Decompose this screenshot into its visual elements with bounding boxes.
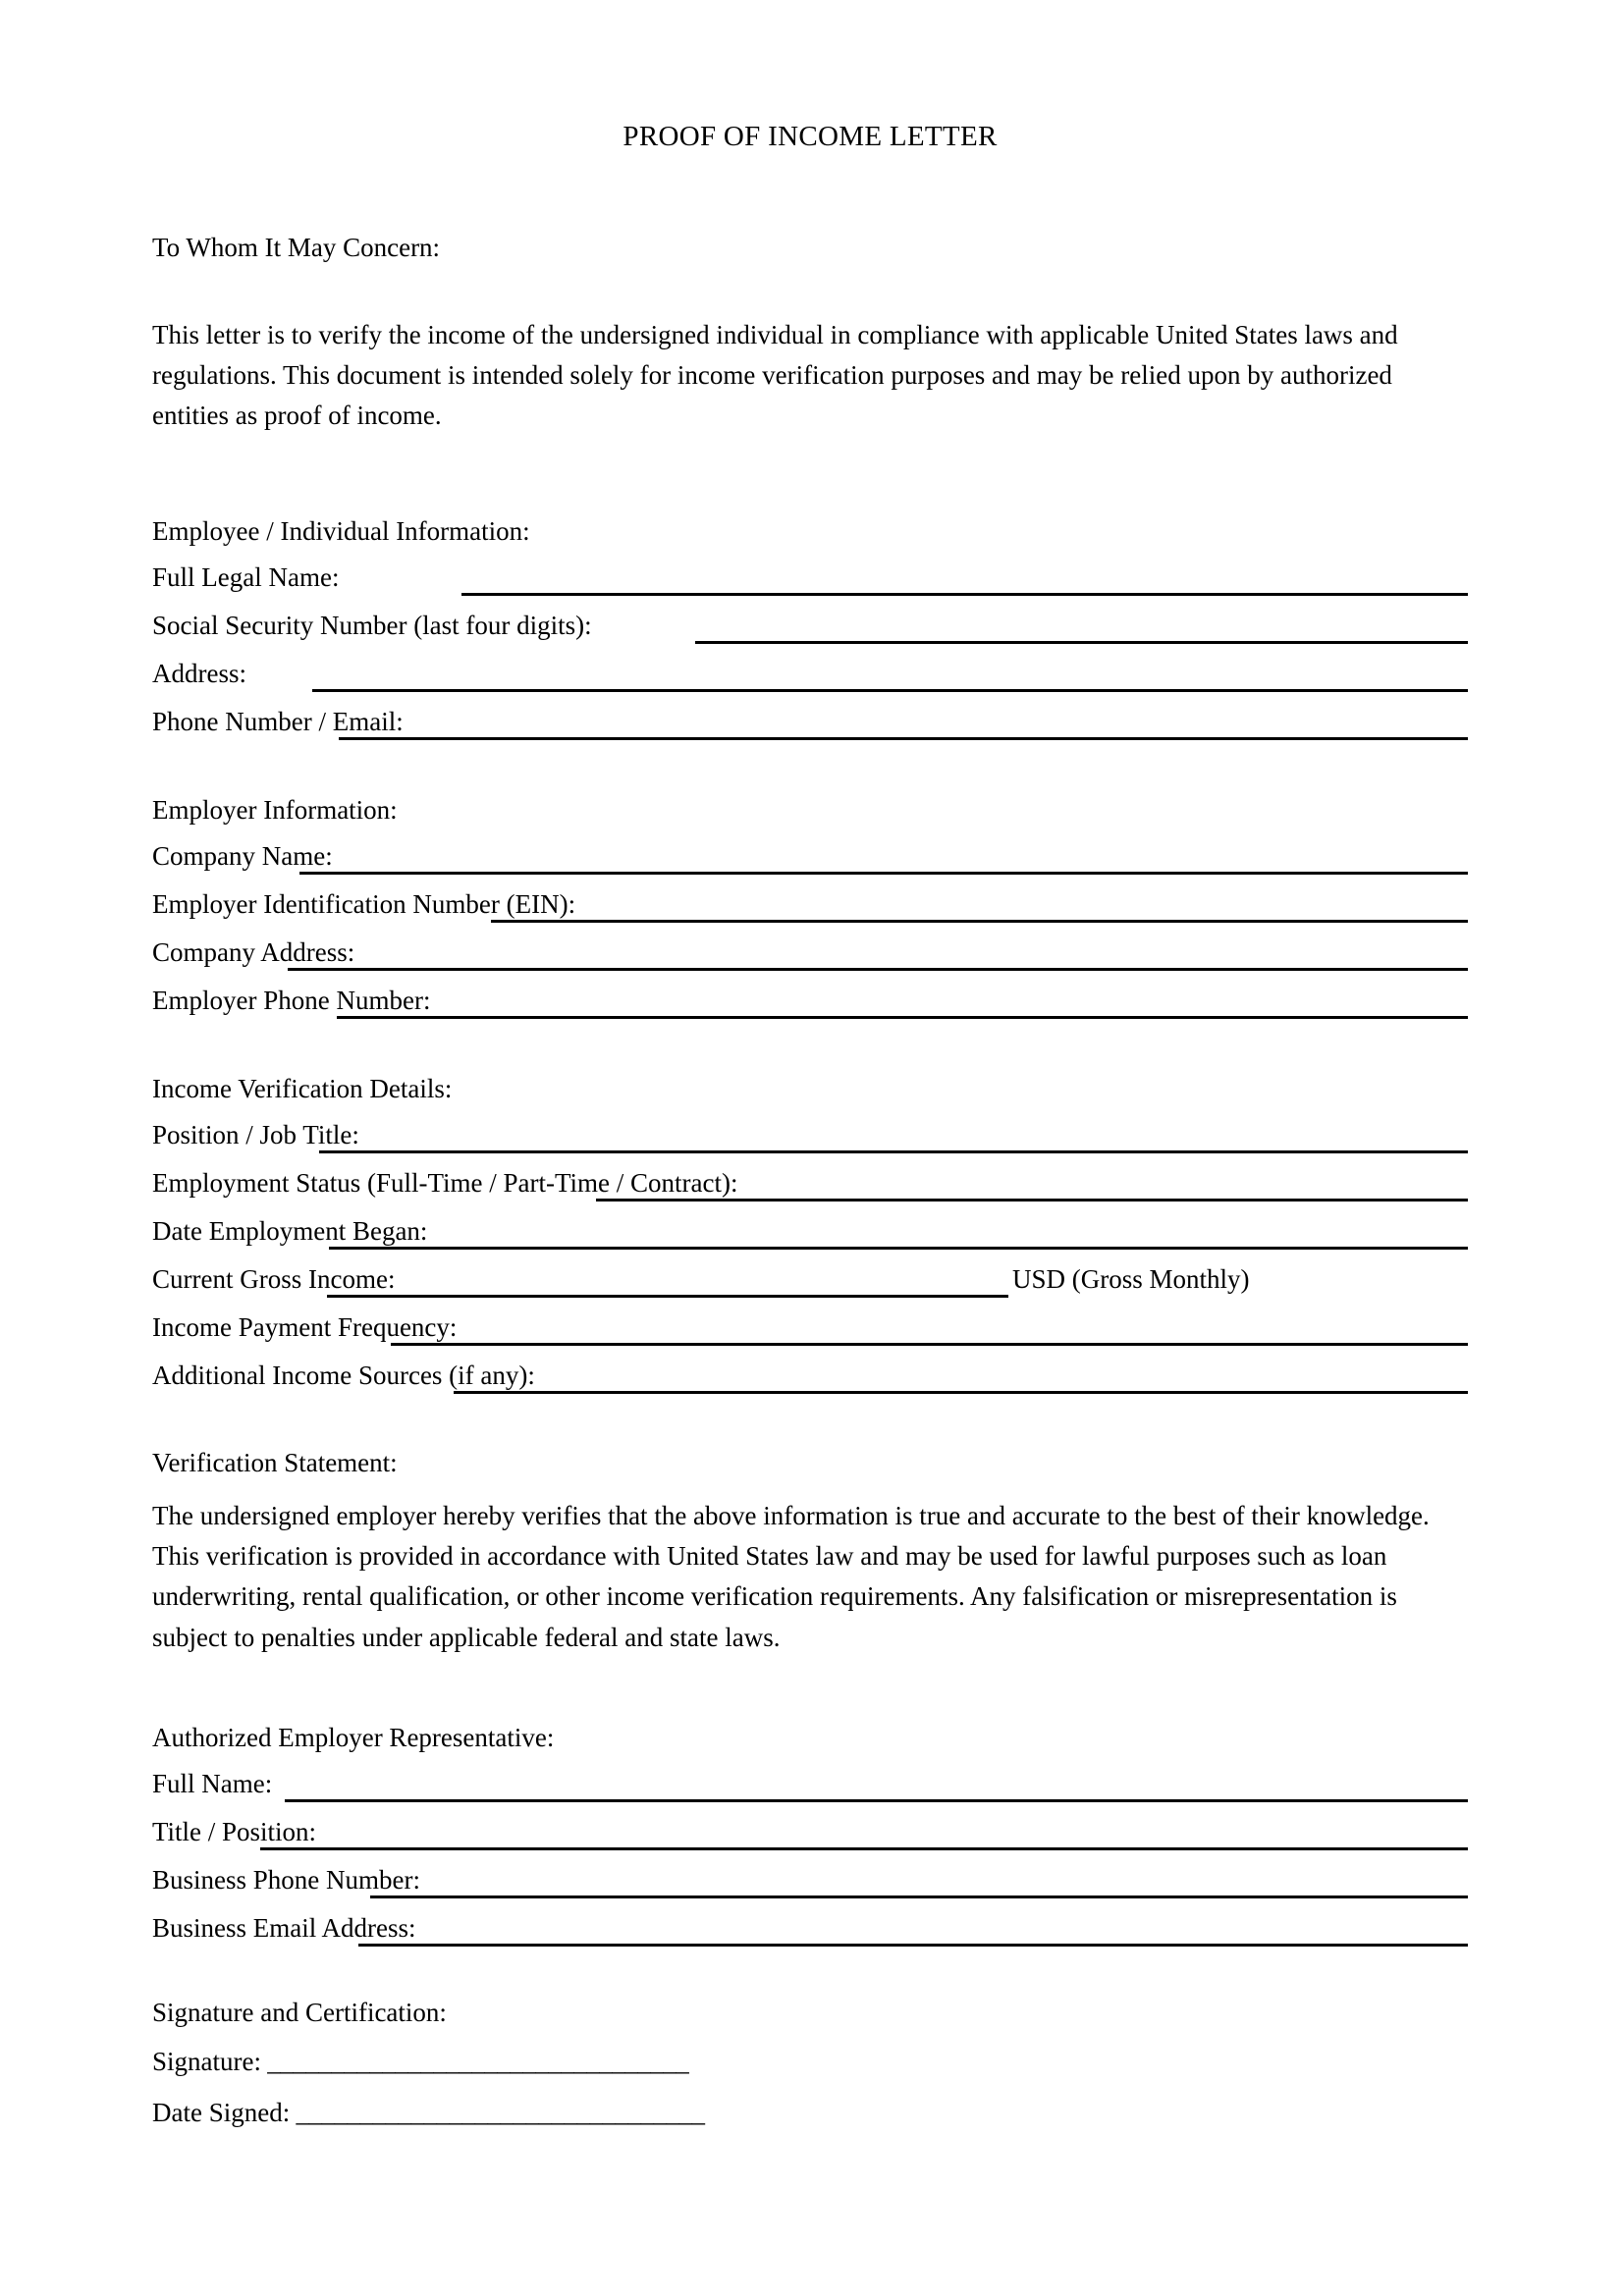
date-signed-label: Date Signed: [152,2098,291,2128]
date-signed-blank-line[interactable]: ________________________________ [290,2098,705,2128]
document-content [152,0,1468,2129]
field-rule-additional-income-sources[interactable] [454,1391,1468,1394]
field-row[interactable] [152,1120,1468,1150]
income-fields-group [152,1120,1468,1391]
field-label-date-employment-began: Date Employment Began: [152,1216,433,1246]
field-rule-business-email[interactable] [358,1944,1468,1947]
field-rule-employer-phone[interactable] [337,1016,1468,1019]
field-row[interactable] [152,1312,1468,1343]
field-rule-income-payment-frequency[interactable] [391,1343,1468,1346]
field-rule-employment-status[interactable] [596,1199,1468,1201]
field-rule-address[interactable] [312,689,1468,692]
field-row[interactable] [152,562,1468,593]
field-label-employment-status: Employment Status (Full-Time / Part-Time / Contract): [152,1168,744,1198]
signature-row[interactable] [152,2046,1468,2077]
field-label-company-address: Company Address: [152,937,360,967]
field-row[interactable] [152,889,1468,920]
field-rule-rep-title-position[interactable] [260,1847,1468,1850]
field-label-rep-full-name: Full Name: [152,1769,278,1798]
field-row[interactable] [152,707,1468,737]
signature-blank-line[interactable]: _________________________________ [260,2047,689,2077]
field-row[interactable] [152,1361,1468,1391]
field-rule-company-name[interactable] [299,872,1468,875]
field-label-full-legal-name: Full Legal Name: [152,562,345,592]
section-heading-employee: Employee / Individual Information: [152,515,530,546]
field-label-business-phone: Business Phone Number: [152,1865,426,1895]
field-row[interactable] [152,986,1468,1016]
field-row[interactable] [152,1216,1468,1247]
field-row[interactable] [152,1913,1468,1944]
gross-income-unit-note: USD (Gross Monthly) [1012,1263,1250,1294]
section-heading-employer: Employer Information: [152,794,398,825]
field-row[interactable] [152,1817,1468,1847]
field-rule-business-phone[interactable] [370,1896,1468,1898]
field-row[interactable] [152,1168,1468,1199]
field-rule-full-legal-name[interactable] [461,593,1468,596]
field-rule-rep-full-name[interactable] [285,1799,1468,1802]
representative-fields-group [152,1769,1468,1944]
date-signed-row[interactable] [152,2097,1468,2128]
field-row[interactable] [152,841,1468,872]
field-label-address: Address: [152,659,252,688]
verification-paragraph: The undersigned employer hereby verifies that the above information is true and accurate to the best of their knowledge. This verification is provided in accordance with United States law and may be used for lawful purposes such as loan underwriting, rental qualification, or other income verification requirements. Any falsification or misrepresentation is subject to penalties under applicable federal and state laws. [152,1500,1430,1652]
signature-label: Signature: [152,2047,261,2077]
field-label-current-gross-income: Current Gross Income: [152,1264,401,1294]
field-label-income-payment-frequency: Income Payment Frequency: [152,1312,462,1342]
field-label-employer-phone: Employer Phone Number: [152,986,436,1015]
field-label-ssn-last-four: Social Security Number (last four digits): [152,611,598,640]
field-rule-date-employment-began[interactable] [329,1247,1468,1250]
field-label-additional-income-sources: Additional Income Sources (if any): [152,1361,541,1390]
page-title: PROOF OF INCOME LETTER [623,121,998,152]
field-rule-ssn-last-four[interactable] [695,641,1468,644]
field-row[interactable] [152,659,1468,689]
intro-paragraph: This letter is to verify the income of the undersigned individual in compliance with applicable United States laws and regulations. This document is intended solely for income verification purposes and may be relied upon by authorized entities as proof of income. [152,319,1398,430]
section-heading-verification: Verification Statement: [152,1447,398,1477]
field-rule-current-gross-income[interactable] [327,1295,1008,1298]
field-rule-position-job-title[interactable] [319,1150,1468,1153]
field-label-phone-email: Phone Number / Email: [152,707,409,736]
field-row[interactable] [152,1264,1468,1295]
field-rule-phone-email[interactable] [339,737,1468,740]
field-row[interactable] [152,937,1468,968]
field-label-business-email: Business Email Address: [152,1913,422,1943]
salutation-text: To Whom It May Concern: [152,232,441,262]
field-rule-company-address[interactable] [288,968,1468,971]
section-heading-income: Income Verification Details: [152,1073,453,1103]
field-row[interactable] [152,1865,1468,1896]
employee-fields-group [152,562,1468,737]
field-label-ein: Employer Identification Number (EIN): [152,889,581,919]
field-label-company-name: Company Name: [152,841,339,871]
field-row[interactable] [152,1769,1468,1799]
field-label-rep-title-position: Title / Position: [152,1817,322,1846]
field-label-position-job-title: Position / Job Title: [152,1120,365,1149]
section-heading-representative: Authorized Employer Representative: [152,1723,555,1753]
field-rule-ein[interactable] [491,920,1468,923]
section-heading-signature: Signature and Certification: [152,1998,447,2028]
employer-fields-group [152,841,1468,1016]
field-row[interactable] [152,611,1468,641]
